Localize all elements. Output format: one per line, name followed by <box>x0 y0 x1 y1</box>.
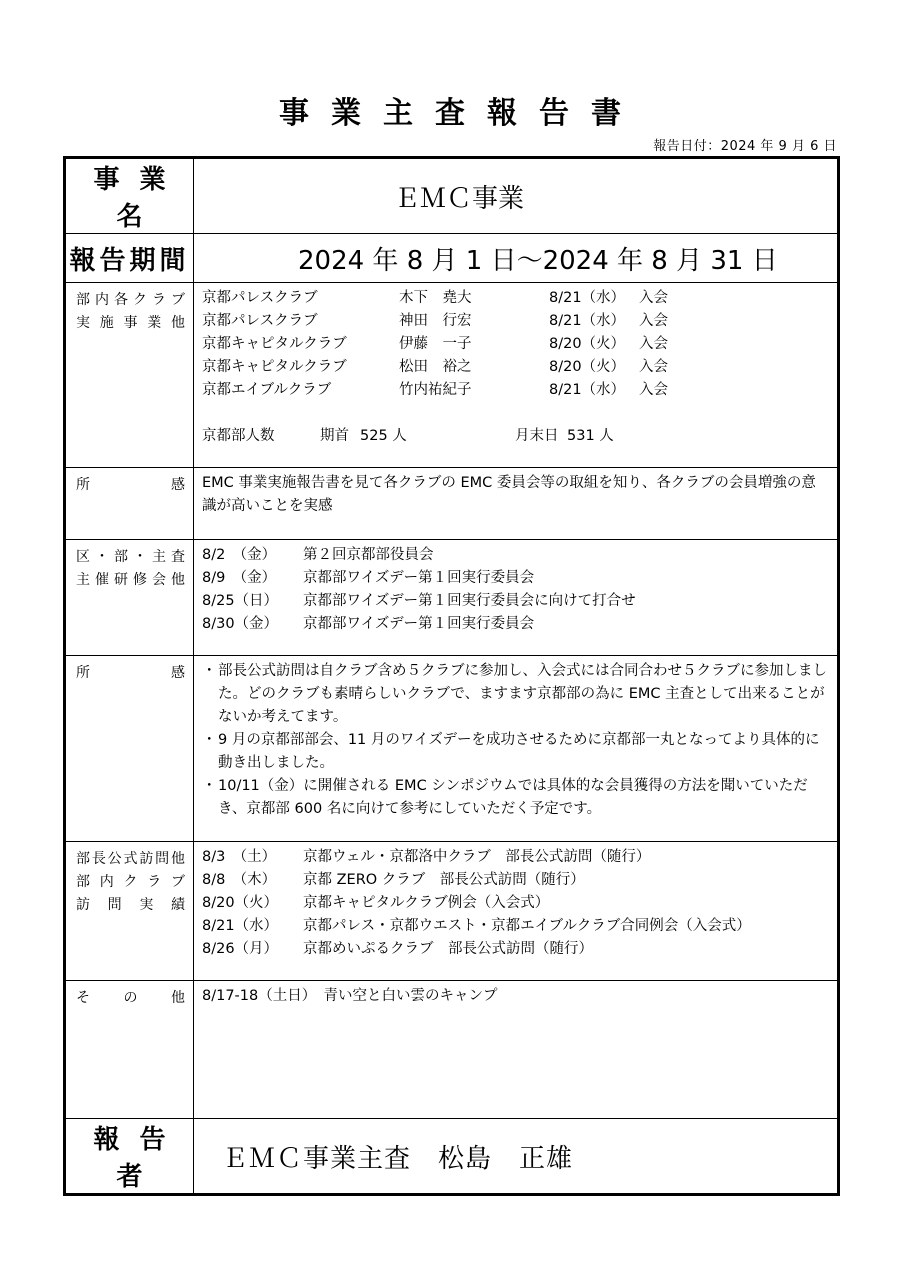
report-date: 報告日付：2024 年 9 月 6 日 <box>653 139 837 154</box>
impression1-text: EMC 事業実施報告書を見て各クラブの EMC 委員会等の取組を知り、各クラブの会員増強の意識が高いことを実感 <box>194 468 839 540</box>
label-char: そ <box>76 990 90 1006</box>
join-note: 入会 <box>639 359 668 375</box>
label-line <box>76 662 185 685</box>
seminar-row <box>202 567 829 590</box>
start-value: 525 人 <box>360 428 407 444</box>
club-activities-label <box>65 283 194 468</box>
visits-label <box>65 842 194 981</box>
visit-text: 京都めいぷるクラブ 部長公式訪問（随行） <box>303 941 593 957</box>
member-name: 伊藤 一子 <box>399 336 472 352</box>
join-date: 8/21（水） <box>549 382 626 398</box>
label-char: 催 <box>95 572 109 588</box>
visits-row <box>65 842 839 981</box>
label-char: 主 <box>152 549 166 565</box>
label-char: 研 <box>114 572 128 588</box>
business-name-value: ＥＭＣ事業 <box>194 158 839 234</box>
seminar-text: 京都部ワイズデー第１回実行委員会 <box>303 616 535 632</box>
label-char: 他 <box>170 851 185 867</box>
label-char: ブ <box>171 292 185 308</box>
other-row <box>65 981 839 1119</box>
club-name: 京都パレスクラブ <box>202 313 318 329</box>
seminar-date: 8/9 （金） <box>202 570 277 586</box>
join-date: 8/21（水） <box>549 313 626 329</box>
seminar-row <box>202 590 829 613</box>
end-label: 月末日 <box>515 428 559 444</box>
seminar-text: 第２回京都部役員会 <box>303 547 434 563</box>
business-name-row <box>65 158 839 234</box>
bullet-text: 10/11（金）に開催される EMC シンポジウムでは具体的な会員獲得の方法を聞いていただき、京都部 600 名に向けて参考にしていただく予定です。 <box>218 778 808 817</box>
label-char: 部 <box>76 292 90 308</box>
label-line <box>76 871 185 894</box>
seminars-label <box>65 540 194 656</box>
visit-text: 京都 ZERO クラブ 部長公式訪問（随行） <box>303 872 585 888</box>
seminar-date: 8/25（日） <box>202 593 279 609</box>
label-line <box>76 987 185 1010</box>
report-table <box>63 156 840 1196</box>
seminar-row <box>202 613 829 636</box>
visit-row <box>202 892 829 915</box>
label-char: ラ <box>147 874 162 890</box>
bullet-mark: ・ <box>202 778 217 794</box>
label-char: 感 <box>171 665 185 681</box>
label-char: 績 <box>170 897 185 913</box>
seminar-text: 京都部ワイズデー第１回実行委員会に向けて打合せ <box>303 593 636 609</box>
report-period-label: 報告期間 <box>65 234 194 283</box>
members-label: 京都部人数 <box>202 428 275 444</box>
impression2-body <box>194 656 839 842</box>
club-activity-row <box>202 379 829 402</box>
document-title: 事業主査報告書 <box>279 96 643 131</box>
label-char: 各 <box>114 292 128 308</box>
visit-row <box>202 869 829 892</box>
start-label: 期首 <box>320 428 349 444</box>
seminar-text: 京都部ワイズデー第１回実行委員会 <box>303 570 535 586</box>
club-activities-body <box>194 283 839 468</box>
club-activity-row <box>202 287 829 310</box>
label-char: 部 <box>76 851 90 867</box>
join-note: 入会 <box>639 336 668 352</box>
bullet-text: 9 月の京都部部会、11 月のワイズデーを成功させるために京都部一丸となってより具体的に動き出しました。 <box>218 732 820 771</box>
reporter-label: 報告者 <box>65 1119 194 1195</box>
join-note: 入会 <box>639 313 668 329</box>
club-activity-row <box>202 356 829 379</box>
visit-date: 8/8 （木） <box>202 872 277 888</box>
label-char: 会 <box>152 572 166 588</box>
seminars-body <box>194 540 839 656</box>
label-line <box>76 894 185 917</box>
label-char: 主 <box>76 572 90 588</box>
label-char: 実 <box>139 897 154 913</box>
label-char: 実 <box>76 315 90 331</box>
label-line <box>76 474 185 497</box>
label-char: 式 <box>123 851 138 867</box>
visit-date: 8/26（月） <box>202 941 279 957</box>
impression-bullet <box>202 660 829 729</box>
seminar-date: 8/2 （金） <box>202 547 277 563</box>
label-char: 事 <box>123 315 138 331</box>
label-char: 所 <box>76 665 90 681</box>
club-activities-row <box>65 283 839 468</box>
join-note: 入会 <box>639 382 668 398</box>
label-char: 区 <box>76 549 90 565</box>
other-label <box>65 981 194 1119</box>
visit-row <box>202 915 829 938</box>
seminars-row <box>65 540 839 656</box>
label-char: 感 <box>171 477 185 493</box>
club-name: 京都キャピタルクラブ <box>202 359 347 375</box>
impression2-row <box>65 656 839 842</box>
label-char: 所 <box>76 477 90 493</box>
impression1-label <box>65 468 194 540</box>
business-name-label: 事業名 <box>65 158 194 234</box>
label-char: 他 <box>171 572 185 588</box>
label-line <box>76 289 185 312</box>
impression1-row <box>65 468 839 540</box>
members-count <box>202 425 829 448</box>
club-name: 京都エイブルクラブ <box>202 382 332 398</box>
label-char: 他 <box>171 315 185 331</box>
impression-bullet <box>202 729 829 775</box>
label-char: 問 <box>107 897 122 913</box>
member-name: 神田 行宏 <box>399 313 472 329</box>
reporter-value: ＥＭＣ事業主査 松島 正雄 <box>194 1119 839 1195</box>
label-char: 公 <box>107 851 122 867</box>
label-char: ラ <box>152 292 166 308</box>
label-char: 施 <box>99 315 114 331</box>
label-char: 訪 <box>139 851 154 867</box>
visits-body <box>194 842 839 981</box>
join-date: 8/20（火） <box>549 336 626 352</box>
member-name: 松田 裕之 <box>399 359 472 375</box>
member-name: 竹内祐紀子 <box>399 382 472 398</box>
report-period-value: 2024 年 8 月 1 日～2024 年 8 月 31 日 <box>194 234 839 283</box>
label-char: ク <box>133 292 147 308</box>
seminar-row <box>202 544 829 567</box>
impression2-label <box>65 656 194 842</box>
join-note: 入会 <box>639 290 668 306</box>
label-char: 査 <box>171 549 185 565</box>
label-char: 内 <box>99 874 114 890</box>
label-char: ・ <box>133 549 147 565</box>
label-char: 業 <box>147 315 162 331</box>
club-activity-row <box>202 333 829 356</box>
label-line <box>76 848 185 871</box>
label-char: ・ <box>95 549 109 565</box>
visit-date: 8/3 （土） <box>202 849 277 865</box>
visit-text: 京都パレス・京都ウエスト・京都エイブルクラブ合同例会（入会式） <box>303 918 751 934</box>
bullet-text: 部長公式訪問は自クラブ含め５クラブに参加し、入会式には合同合わせ５クラブに参加しました。どのクラブも素晴らしいクラブで、ますます京都部の為に EMC 主査として出来ることがないか考えてます。 <box>218 663 827 725</box>
end-value: 531 人 <box>567 428 614 444</box>
label-char: 他 <box>171 990 185 1006</box>
label-char: 部 <box>76 874 90 890</box>
label-char: 問 <box>155 851 170 867</box>
reporter-row <box>65 1119 839 1195</box>
label-char: ク <box>123 874 138 890</box>
label-char: ブ <box>171 874 185 890</box>
label-char: の <box>123 990 138 1006</box>
bullet-mark: ・ <box>202 663 217 679</box>
label-char: 訪 <box>76 897 90 913</box>
label-char: 部 <box>114 549 128 565</box>
club-name: 京都パレスクラブ <box>202 290 318 306</box>
seminar-date: 8/30（金） <box>202 616 279 632</box>
impression-bullet <box>202 775 829 821</box>
join-date: 8/20（火） <box>549 359 626 375</box>
visit-row <box>202 846 829 869</box>
other-text: 8/17-18（土日） 青い空と白い雲のキャンプ <box>194 981 839 1119</box>
label-line <box>76 569 185 592</box>
label-char: 修 <box>133 572 147 588</box>
visit-row <box>202 938 829 961</box>
report-period-row <box>65 234 839 283</box>
label-char: 長 <box>91 851 106 867</box>
visit-text: 京都ウェル・京都洛中クラブ 部長公式訪問（随行） <box>303 849 651 865</box>
label-line <box>76 312 185 335</box>
label-char: 内 <box>95 292 109 308</box>
club-activity-row <box>202 310 829 333</box>
join-date: 8/21（水） <box>549 290 626 306</box>
visit-date: 8/21（水） <box>202 918 279 934</box>
club-name: 京都キャピタルクラブ <box>202 336 347 352</box>
visit-text: 京都キャピタルクラブ例会（入会式） <box>303 895 550 911</box>
bullet-mark: ・ <box>202 732 217 748</box>
visit-date: 8/20（火） <box>202 895 279 911</box>
label-line <box>76 546 185 569</box>
member-name: 木下 堯大 <box>399 290 472 306</box>
